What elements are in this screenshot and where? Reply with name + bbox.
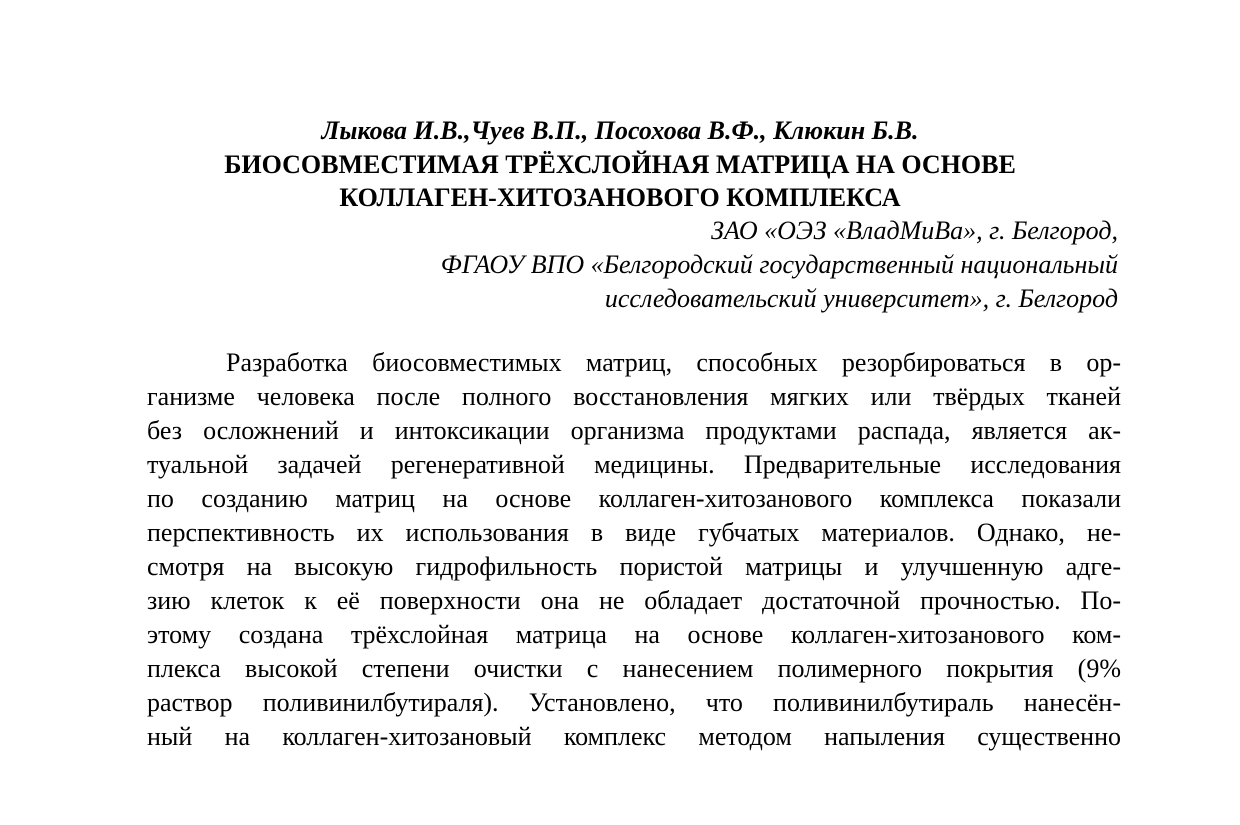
body-line: перспективность их использования в виде губчатых материалов. Однако, не-	[147, 518, 1121, 547]
body-line: по созданию матриц на основе коллаген-хитозанового комплекса показали	[147, 484, 1121, 513]
title-line: БИОСОВМЕСТИМАЯ ТРЁХСЛОЙНАЯ МАТРИЦА НА ОСНОВЕ	[224, 150, 1016, 179]
body-line: туальной задачей регенеративной медицины. Предварительные исследования	[147, 450, 1121, 479]
paper-title	[0, 148, 1240, 214]
body-line: зию клеток к её поверхности она не обладает достаточной прочностью. По-	[147, 586, 1121, 615]
body-line: Разработка биосовместимых матриц, способных резорбироваться в ор-	[226, 348, 1121, 377]
affiliations	[130, 214, 1118, 316]
title-line: КОЛЛАГЕН-ХИТОЗАНОВОГО КОМПЛЕКСА	[339, 183, 901, 212]
body-line: раствор поливинилбутираля). Установлено, что поливинилбутираль нанесён-	[147, 688, 1121, 717]
body-line: плекса высокой степени очистки с нанесением полимерного покрытия (9%	[147, 654, 1121, 683]
body-line: ный на коллаген-хитозановый комплекс методом напыления существенно	[147, 722, 1121, 751]
body-line: без осложнений и интоксикации организма продуктами распада, является ак-	[147, 416, 1121, 445]
authors-line: Лыкова И.В.,Чуев В.П., Посохова В.Ф., Клюкин Б.В.	[321, 116, 919, 145]
body-line: этому создана трёхслойная матрица на основе коллаген-хитозанового ком-	[147, 620, 1121, 649]
body-line: смотря на высокую гидрофильность пористой матрицы и улучшенную адге-	[147, 552, 1121, 581]
body-line: ганизме человека после полного восстановления мягких или твёрдых тканей	[147, 382, 1121, 411]
affiliation-line: ЗАО «ОЭЗ «ВладМиВа», г. Белгород,	[711, 216, 1118, 245]
affiliation-line: ФГАОУ ВПО «Белгородский государственный национальный	[440, 250, 1118, 279]
body-paragraph	[147, 346, 1121, 754]
affiliation-line: исследовательский университет», г. Белгород	[604, 284, 1118, 313]
